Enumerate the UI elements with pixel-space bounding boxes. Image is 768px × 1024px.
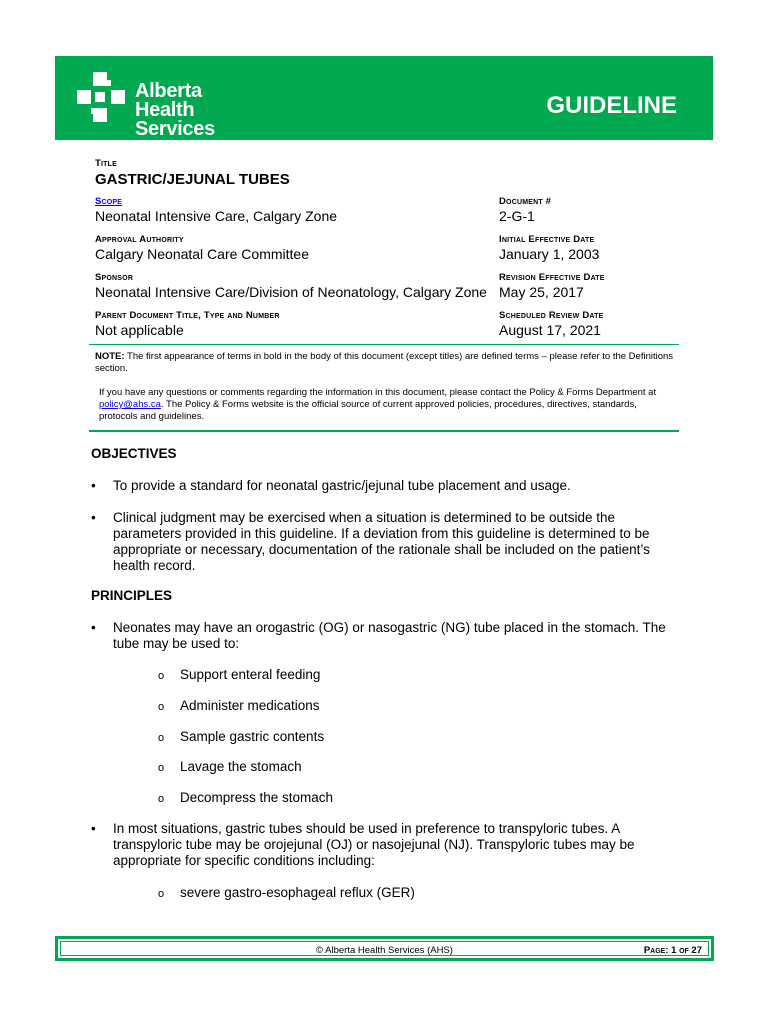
list-item xyxy=(158,790,678,806)
sub-bullet: o xyxy=(158,732,165,744)
document-type: GUIDELINE xyxy=(546,92,677,119)
sub-bullet: o xyxy=(158,762,165,774)
bullet: • xyxy=(91,620,96,635)
condition-text: severe gastro-esophageal reflux (GER) xyxy=(180,885,415,900)
document-title: GASTRIC/JEJUNAL TUBES xyxy=(95,171,290,188)
title-label: Title xyxy=(95,158,117,169)
approval-authority-value: Calgary Neonatal Care Committee xyxy=(95,246,309,262)
note-label: NOTE: xyxy=(95,351,125,362)
document-number-value: 2-G-1 xyxy=(499,208,535,224)
scheduled-review-date-value: August 17, 2021 xyxy=(499,322,601,338)
sponsor-label: Sponsor xyxy=(95,272,134,283)
sub-bullet: o xyxy=(158,793,165,805)
header-banner xyxy=(55,56,713,140)
objective-text: To provide a standard for neonatal gastric/jejunal tube placement and usage. xyxy=(113,478,571,493)
policy-email-link[interactable]: policy@ahs.ca xyxy=(99,399,161,410)
contact-text-before: If you have any questions or comments regarding the information in this document, please contact the Policy & Forms Department at xyxy=(99,387,657,398)
use-text: Sample gastric contents xyxy=(180,729,325,744)
list-item xyxy=(91,478,681,494)
copyright-text: © Alberta Health Services (AHS) xyxy=(316,945,453,956)
scope-value: Neonatal Intensive Care, Calgary Zone xyxy=(95,208,338,224)
page-footer xyxy=(55,936,714,961)
principle-text: In most situations, gastric tubes should be used in preference to transpyloric tubes. A transpyloric tube may be orojejunal (OJ) or nasojejunal (NJ). Transpyloric tubes may be appropriate for specific conditions including: xyxy=(113,821,635,868)
note-text: The first appearance of terms in bold in the body of this document (except titles) are defined terms – please refer to the Definitions section. xyxy=(95,351,674,374)
objectives-heading: OBJECTIVES xyxy=(91,446,177,461)
list-item xyxy=(158,759,678,775)
divider xyxy=(89,344,679,345)
sub-bullet: o xyxy=(158,701,165,713)
contact-note xyxy=(99,387,675,423)
use-text: Decompress the stomach xyxy=(180,790,334,805)
parent-document-value: Not applicable xyxy=(95,322,184,338)
revision-effective-date-value: May 25, 2017 xyxy=(499,284,584,300)
list-item xyxy=(158,729,678,745)
use-text: Support enteral feeding xyxy=(180,667,321,682)
list-item xyxy=(158,698,678,714)
page-value: 1 of 27 xyxy=(671,945,702,956)
bullet: • xyxy=(91,510,96,525)
list-item xyxy=(158,885,678,901)
ahs-cross-logo-icon xyxy=(75,72,127,122)
list-item xyxy=(158,667,678,683)
list-item xyxy=(91,821,681,869)
use-text: Administer medications xyxy=(180,698,320,713)
initial-effective-date-value: January 1, 2003 xyxy=(499,246,600,262)
org-name xyxy=(135,82,265,139)
principle-text: Neonates may have an orogastric (OG) or nasogastric (NG) tube placed in the stomach. The tube may be used to: xyxy=(113,620,666,651)
definitions-note xyxy=(95,351,675,375)
use-text: Lavage the stomach xyxy=(180,759,302,774)
revision-effective-date-label: Revision Effective Date xyxy=(499,272,605,283)
bullet: • xyxy=(91,821,96,836)
scheduled-review-date-label: Scheduled Review Date xyxy=(499,310,604,321)
scope-label-link[interactable]: Scope xyxy=(95,196,123,207)
approval-authority-label: Approval Authority xyxy=(95,234,184,245)
initial-effective-date-label: Initial Effective Date xyxy=(499,234,595,245)
footer-frame xyxy=(60,941,709,956)
sub-bullet: o xyxy=(158,888,165,900)
page-number xyxy=(644,945,702,957)
list-item xyxy=(91,620,681,652)
parent-document-label: Parent Document Title, Type and Number xyxy=(95,310,280,321)
sub-bullet: o xyxy=(158,670,165,682)
page-label: Page: xyxy=(643,945,669,956)
principles-heading: PRINCIPLES xyxy=(91,588,173,603)
document-number-label: Document # xyxy=(499,196,552,207)
divider xyxy=(89,430,679,432)
org-name-line1: Alberta Health xyxy=(135,80,202,121)
sponsor-value: Neonatal Intensive Care/Division of Neonatology, Calgary Zone xyxy=(95,284,487,300)
contact-text-after: . The Policy & Forms website is the official source of current approved policies, procedures, directives, standards, protocols and guidelines. xyxy=(99,399,637,422)
list-item xyxy=(91,510,681,574)
bullet: • xyxy=(91,478,96,493)
objective-text: Clinical judgment may be exercised when a situation is determined to be outside the parameters provided in this guideline. If a deviation from this guideline is determined to be appropriate or necessary, documentation of the rationale shall be included on the patient’s health record. xyxy=(113,510,650,573)
org-name-line2: Services xyxy=(135,118,215,140)
ahs-logo xyxy=(75,72,265,140)
